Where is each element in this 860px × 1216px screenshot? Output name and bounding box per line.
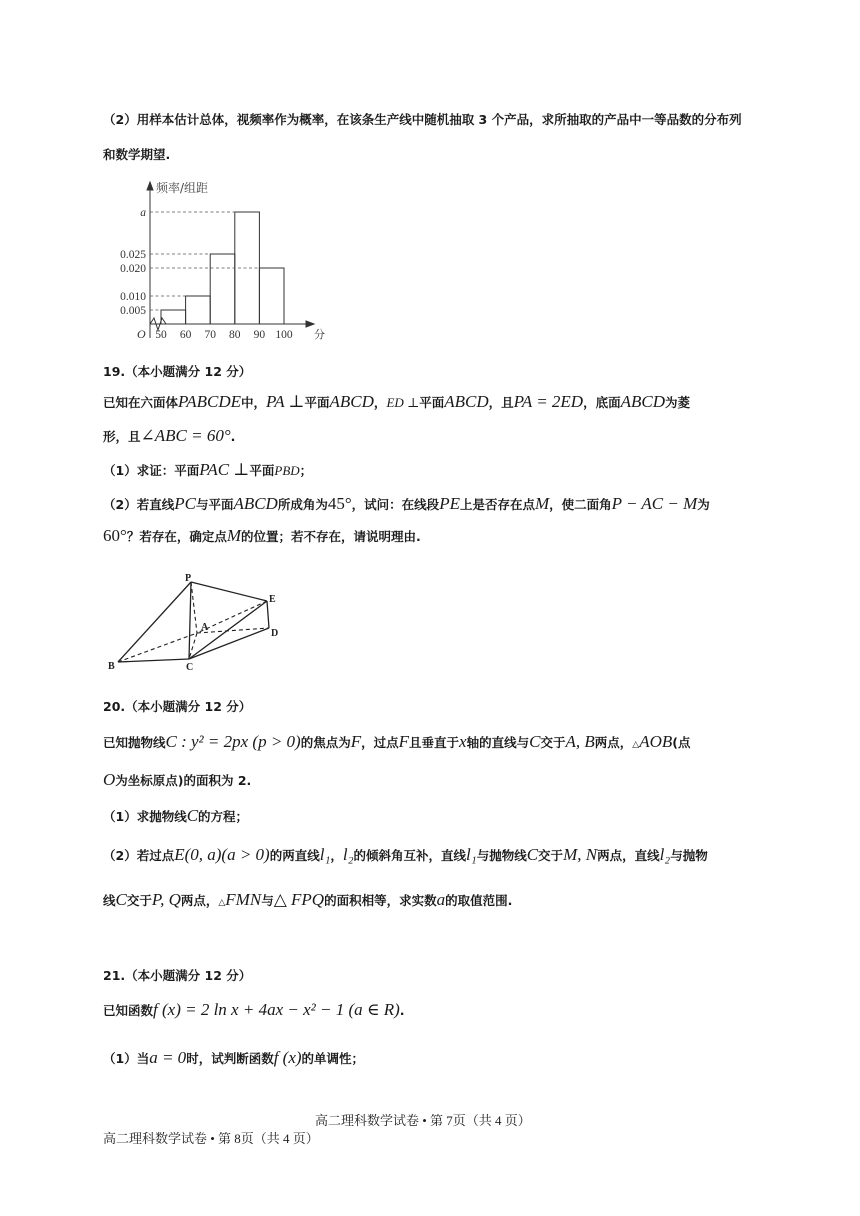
y-tick-label: 0.010 <box>120 291 146 303</box>
vertex-label-b: B <box>108 661 115 672</box>
x-tick-label: 70 <box>204 329 216 341</box>
x-tick-label: 80 <box>229 329 241 341</box>
y-tick-label: a <box>140 207 146 219</box>
x-axis-label: 分 <box>314 328 325 341</box>
histogram-bar-90-100 <box>259 268 284 324</box>
q20-part2-line1: （2）若过点E(0, a)(a > 0)的两直线l₁，l₂的倾斜角互补，直线l₁与抛物线C交于M, N两点，直线l₂与抛物 <box>103 845 708 864</box>
q20-stem-line2: O为坐标原点)的面积为 2. <box>103 770 252 789</box>
q19-part1: （1）求证：平面PAC ⊥平面PBD； <box>103 460 313 479</box>
y-tick-label: 0.005 <box>120 305 146 317</box>
x-tick-label: 90 <box>253 329 266 341</box>
q21-part1: （1）当a = 0时，试判断函数f (x)的单调性； <box>103 1048 365 1067</box>
origin-label: O <box>137 327 146 341</box>
q19-stem-line2: 形，且∠ABC = 60°. <box>103 426 236 445</box>
q19-part2-line2: 60°？若存在，确定点M的位置；若不存在，请说明理由. <box>103 526 421 545</box>
q20-stem-line1: 已知抛物线C : y² = 2px (p > 0)的焦点为F，过点F且垂直于x轴的直线与C交于A, B两点，△AOB(点 <box>103 732 691 751</box>
y-axis-label: 频率/组距 <box>156 181 209 195</box>
histogram-bar-70-80 <box>210 254 235 324</box>
q21-stem: 已知函数f (x) = 2 ln x + 4ax − x² − 1 (a ∈ R). <box>103 1000 405 1019</box>
q18-part2-line1: （2）用样本估计总体，视频率作为概率，在该条生产线中随机抽取 3 个产品，求所抽取的产品中一等品数的分布列 <box>103 112 742 127</box>
q19-header: 19.（本小题满分 12 分） <box>103 364 252 379</box>
q18-part2-line2: 和数学期望. <box>103 147 171 162</box>
histogram-bar-60-70 <box>186 296 211 324</box>
q20-part1: （1）求抛物线C的方程； <box>103 806 249 825</box>
q20-header: 20.（本小题满分 12 分） <box>103 699 252 714</box>
vertex-label-d: D <box>271 628 279 639</box>
frequency-histogram <box>100 178 340 348</box>
vertex-label-a: A <box>201 622 209 633</box>
y-tick-label: 0.020 <box>120 263 146 275</box>
q21-header: 21.（本小题满分 12 分） <box>103 968 252 983</box>
vertex-label-p: P <box>185 573 192 584</box>
footer-page-8: 高二理科数学试卷 • 第 8页（共 4 页） <box>103 1131 319 1146</box>
x-tick-label: 60 <box>179 329 192 341</box>
y-tick-label: 0.025 <box>120 249 146 261</box>
x-tick-label: 100 <box>275 329 293 341</box>
vertex-label-c: C <box>186 662 194 673</box>
q19-stem-line1: 已知在六面体PABCDE中，PA ⊥平面ABCD，ED ⊥平面ABCD，且PA = 2ED，底面ABCD为菱 <box>103 392 690 411</box>
q20-part2-line2: 线C交于P, Q两点，△FMN与△ FPQ的面积相等，求实数a的取值范围. <box>103 890 513 909</box>
q19-part2-line1: （2）若直线PC与平面ABCD所成角为45°，试问：在线段PE上是否存在点M，使二面角P − AC − M为 <box>103 494 710 513</box>
vertex-label-e: E <box>269 594 276 605</box>
footer-page-7: 高二理科数学试卷 • 第 7页（共 4 页） <box>315 1113 531 1128</box>
x-tick-label: 50 <box>155 329 167 341</box>
hexahedron-figure <box>100 572 300 682</box>
